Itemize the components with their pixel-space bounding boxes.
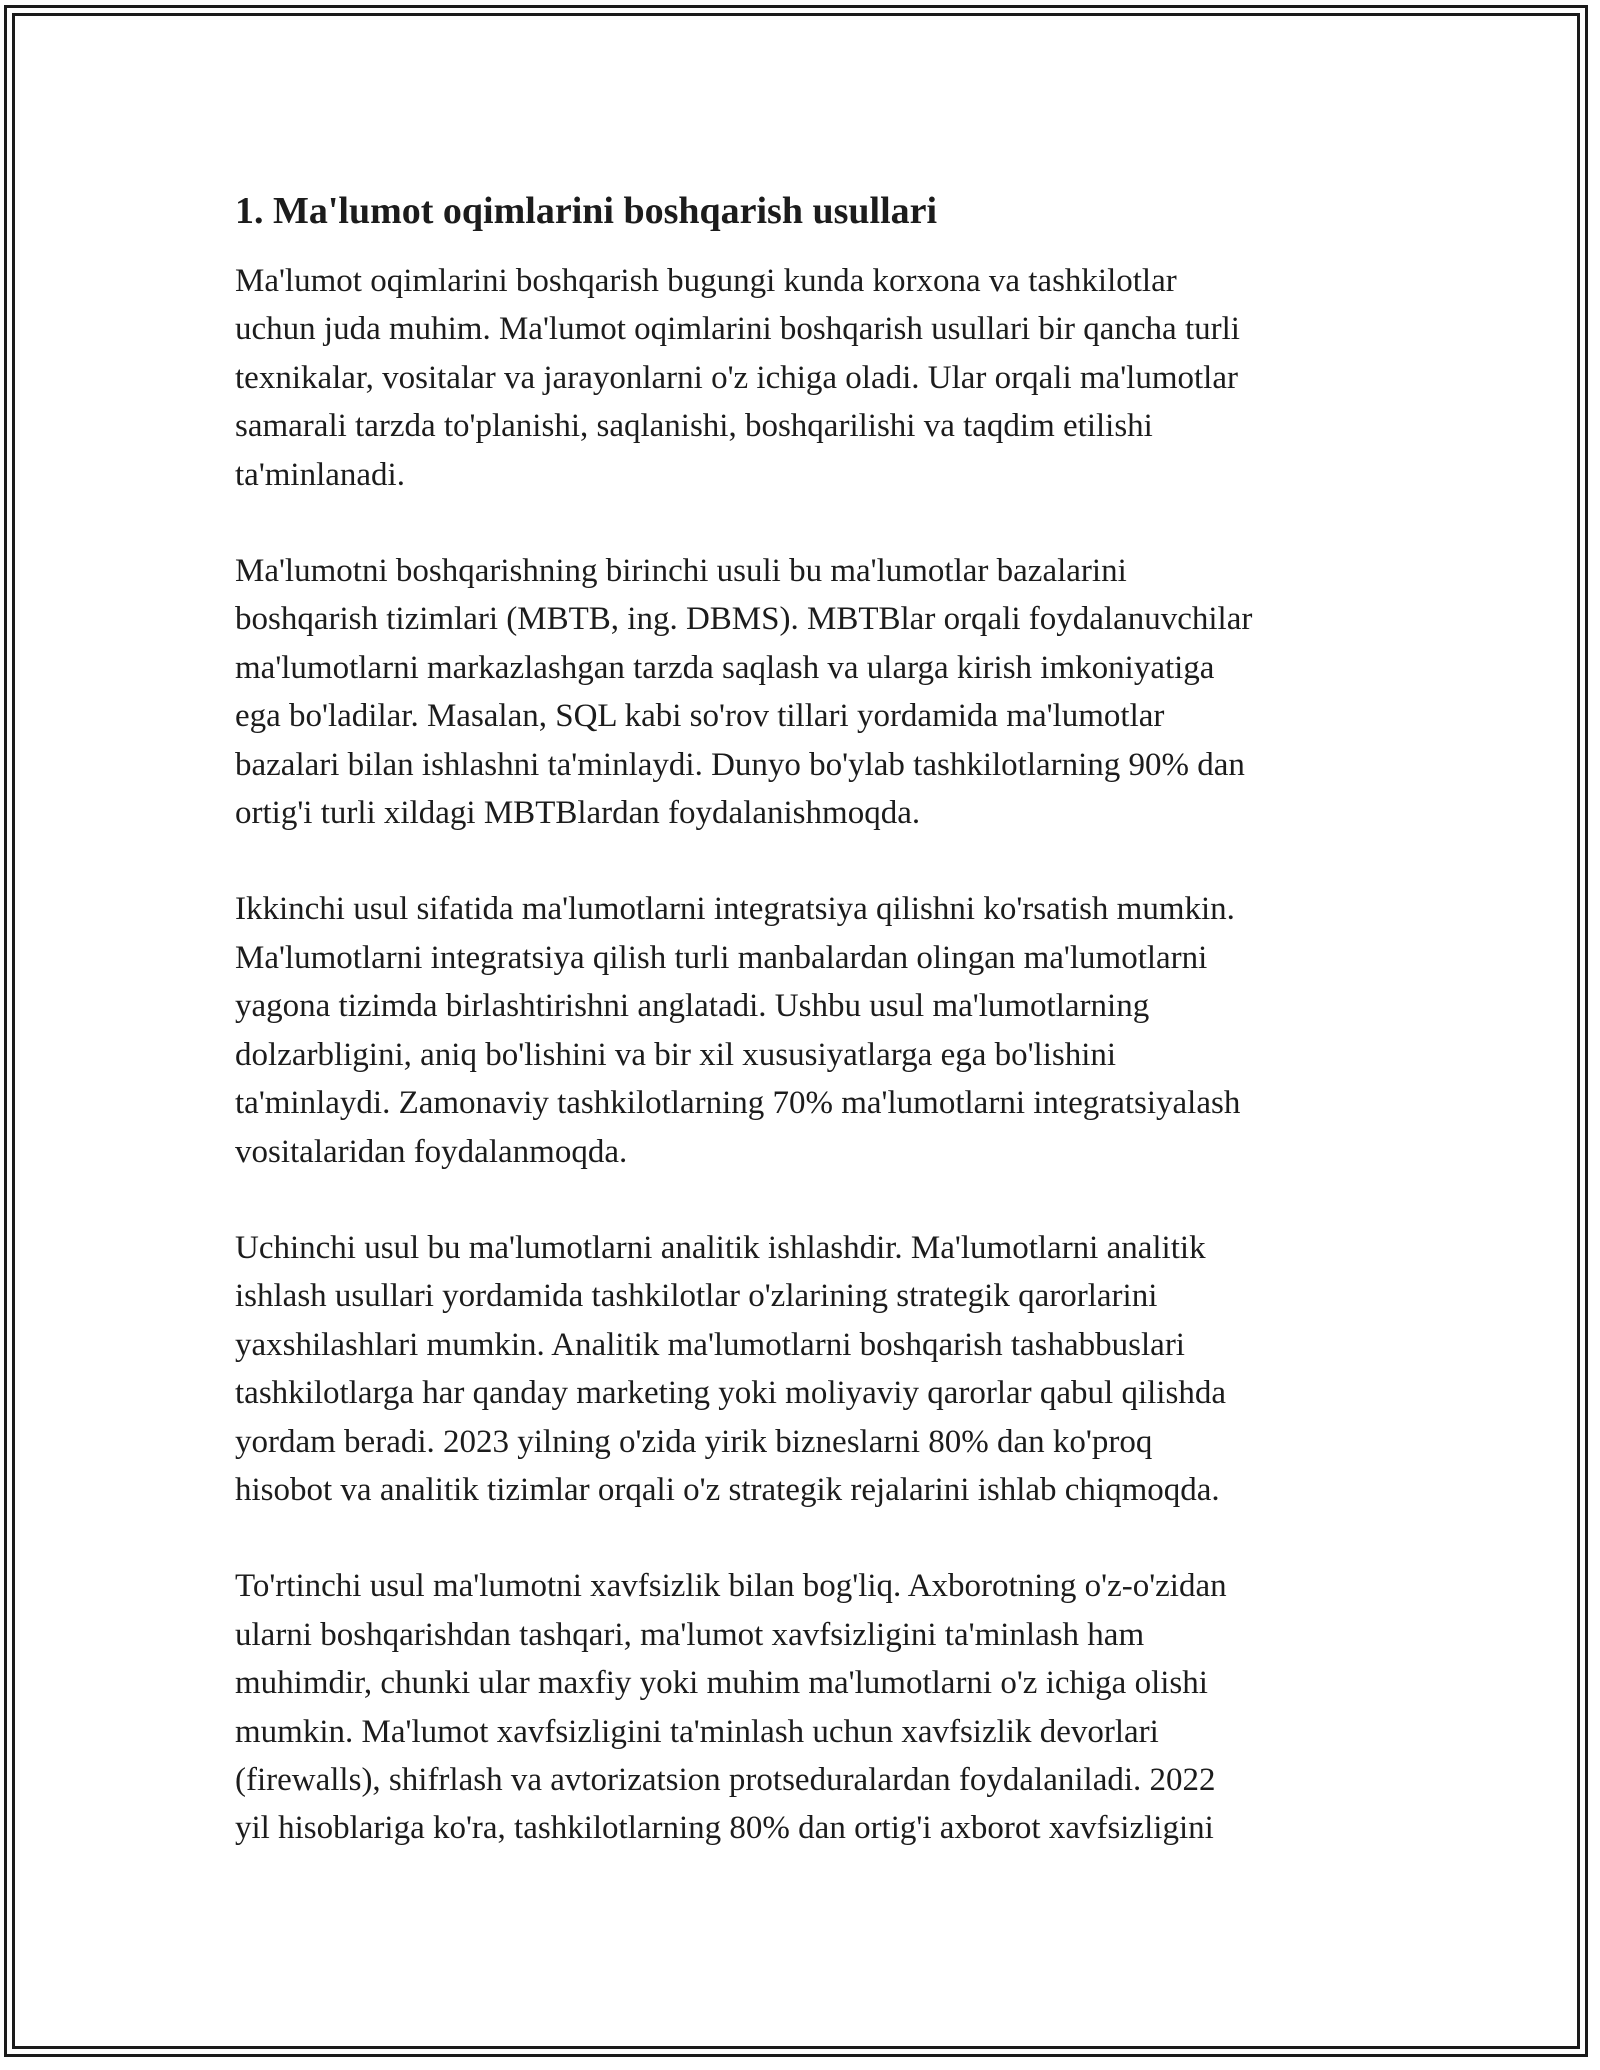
text-line: boshqarish tizimlari (MBTB, ing. DBMS). MBTBlar orqali foydalanuvchilar bbox=[235, 601, 1253, 638]
text-line: ortig'i turli xildagi MBTBlardan foydalanishmoqda. bbox=[235, 795, 921, 832]
text-line: yordam beradi. 2023 yilning o'zida yirik bizneslarni 80% dan ko'proq bbox=[235, 1423, 1153, 1460]
text-line: uchun juda muhim. Ma'lumot oqimlarini boshqarish usullari bir qancha turli bbox=[235, 311, 1240, 348]
paragraph-method-2 bbox=[235, 885, 1375, 1175]
text-line: ma'lumotlarni markazlashgan tarzda saqlash va ularga kirish imkoniyatiga bbox=[235, 649, 1215, 686]
text-line: dolzarbligini, aniq bo'lishini va bir xil xususiyatlarga ega bo'lishini bbox=[235, 1036, 1117, 1073]
text-line: hisobot va analitik tizimlar orqali o'z strategik rejalarini ishlab chiqmoqda. bbox=[235, 1471, 1220, 1508]
text-line: ularni boshqarishdan tashqari, ma'lumot xavfsizligini ta'minlash ham bbox=[235, 1616, 1145, 1653]
text-line: bazalari bilan ishlashni ta'minlaydi. Dunyo bo'ylab tashkilotlarning 90% dan bbox=[235, 746, 1245, 783]
text-line: (firewalls), shifrlash va avtorizatsion protseduralardan foydalaniladi. 2022 bbox=[235, 1761, 1216, 1798]
text-line: vositalaridan foydalanmoqda. bbox=[235, 1133, 628, 1170]
text-line: Ma'lumotlarni integratsiya qilish turli manbalardan olingan ma'lumotlarni bbox=[235, 939, 1208, 976]
text-line: Ma'lumot oqimlarini boshqarish bugungi kunda korxona va tashkilotlar bbox=[235, 263, 1177, 299]
paragraph-method-3 bbox=[235, 1224, 1375, 1514]
paragraph-intro bbox=[235, 257, 1375, 499]
text-line: yagona tizimda birlashtirishni anglatadi. Ushbu usul ma'lumotlarning bbox=[235, 988, 1150, 1025]
text-line: To'rtinchi usul ma'lumotni xavfsizlik bilan bog'liq. Axborotning o'z-o'zidan bbox=[235, 1568, 1227, 1605]
text-line: tashkilotlarga har qanday marketing yoki moliyaviy qarorlar qabul qilishda bbox=[235, 1375, 1226, 1412]
text-line: yaxshilashlari mumkin. Analitik ma'lumotlarni boshqarish tashabbuslari bbox=[235, 1326, 1185, 1363]
text-line: ta'minlanadi. bbox=[235, 456, 405, 493]
section-heading: 1. Ma'lumot oqimlarini boshqarish usullari bbox=[235, 190, 938, 232]
text-line: mumkin. Ma'lumot xavfsizligini ta'minlash uchun xavfsizlik devorlari bbox=[235, 1713, 1159, 1750]
paragraph-method-4 bbox=[235, 1562, 1375, 1852]
text-line: samarali tarzda to'planishi, saqlanishi, boshqarilishi va taqdim etilishi bbox=[235, 408, 1153, 445]
paragraph-method-1 bbox=[235, 547, 1375, 837]
text-line: Ma'lumotni boshqarishning birinchi usuli bu ma'lumotlar bazalarini bbox=[235, 553, 1127, 590]
text-line: ta'minlaydi. Zamonaviy tashkilotlarning 70% ma'lumotlarni integratsiyalash bbox=[235, 1085, 1241, 1122]
text-line: muhimdir, chunki ular maxfiy yoki muhim ma'lumotlarni o'z ichiga olishi bbox=[235, 1665, 1208, 1702]
text-line: Uchinchi usul bu ma'lumotlarni analitik ishlashdir. Ma'lumotlarni analitik bbox=[235, 1229, 1206, 1266]
text-line: texnikalar, vositalar va jarayonlarni o'z ichiga oladi. Ular orqali ma'lumotlar bbox=[235, 359, 1238, 396]
text-line: Ikkinchi usul sifatida ma'lumotlarni integratsiya qilishni ko'rsatish mumkin. bbox=[235, 891, 1235, 928]
document-body bbox=[235, 185, 1375, 1901]
text-line: yil hisoblariga ko'ra, tashkilotlarning 80% dan ortig'i axborot xavfsizligini bbox=[235, 1810, 1214, 1847]
text-line: ega bo'ladilar. Masalan, SQL kabi so'rov tillari yordamida ma'lumotlar bbox=[235, 698, 1165, 735]
text-line: ishlash usullari yordamida tashkilotlar o'zlarining strategik qarorlarini bbox=[235, 1278, 1158, 1315]
